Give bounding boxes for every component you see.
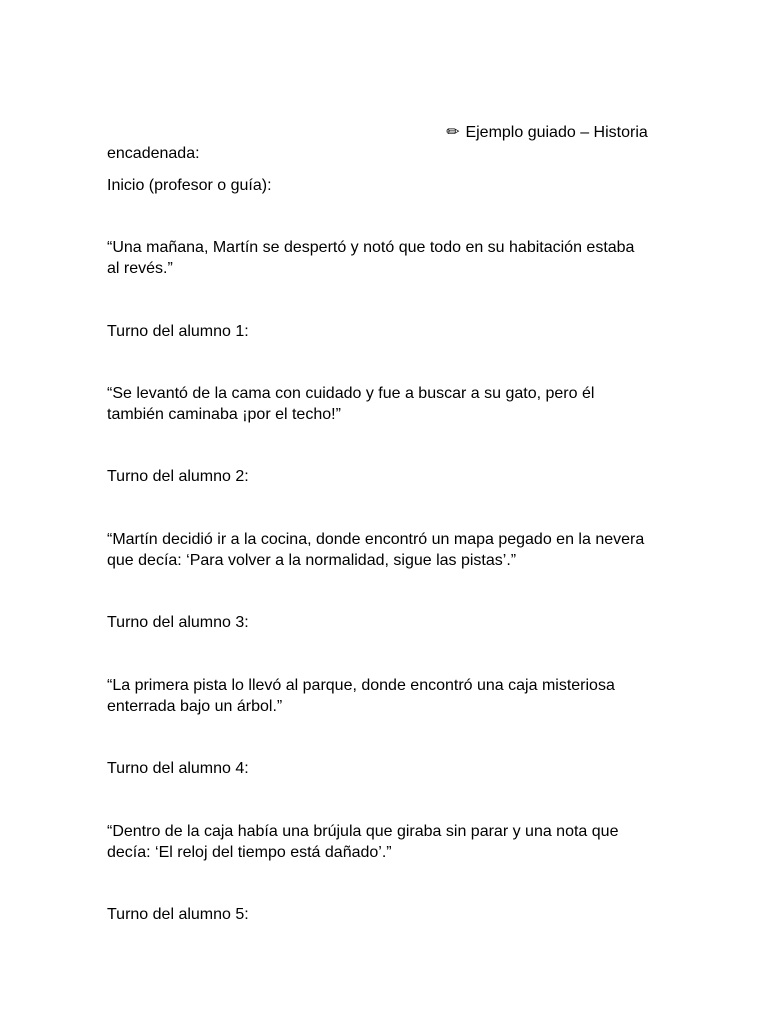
heading-line-1 <box>445 122 648 143</box>
turn-4-quote-line-2: decía: ‘El reloj del tiempo está dañado’.” <box>107 844 392 861</box>
turn-2-quote-line-1: “Martín decidió ir a la cocina, donde encontró un mapa pegado en la nevera <box>107 531 645 548</box>
turn-2-label: Turno del alumno 2: <box>107 468 249 485</box>
turn-1-quote-line-2: también caminaba ¡por el techo!” <box>107 406 341 423</box>
turn-1-quote-line-1: “Se levantó de la cama con cuidado y fue a buscar a su gato, pero él <box>107 385 595 402</box>
intro-quote-line-1: “Una mañana, Martín se despertó y notó que todo en su habitación estaba <box>107 239 635 256</box>
turn-4-quote-line-1: “Dentro de la caja había una brújula que giraba sin parar y una nota que <box>107 823 619 840</box>
intro-label: Inicio (profesor o guía): <box>107 177 272 194</box>
turn-5-label: Turno del alumno 5: <box>107 906 249 923</box>
turn-3-quote-line-2: enterrada bajo un árbol.” <box>107 698 283 715</box>
turn-4-label: Turno del alumno 4: <box>107 760 249 777</box>
heading-text: Ejemplo guiado – Historia <box>465 124 648 141</box>
turn-3-label: Turno del alumno 3: <box>107 614 249 631</box>
turn-3-quote-line-1: “La primera pista lo llevó al parque, donde encontró una caja misteriosa <box>107 677 615 694</box>
document-page <box>107 0 667 1024</box>
intro-quote-line-2: al revés.” <box>107 260 173 277</box>
pencil-icon: ✏ <box>446 124 460 141</box>
turn-1-label: Turno del alumno 1: <box>107 323 249 340</box>
turn-2-quote-line-2: que decía: ‘Para volver a la normalidad, sigue las pistas’.” <box>107 552 517 569</box>
heading-line-2: encadenada: <box>107 145 200 162</box>
